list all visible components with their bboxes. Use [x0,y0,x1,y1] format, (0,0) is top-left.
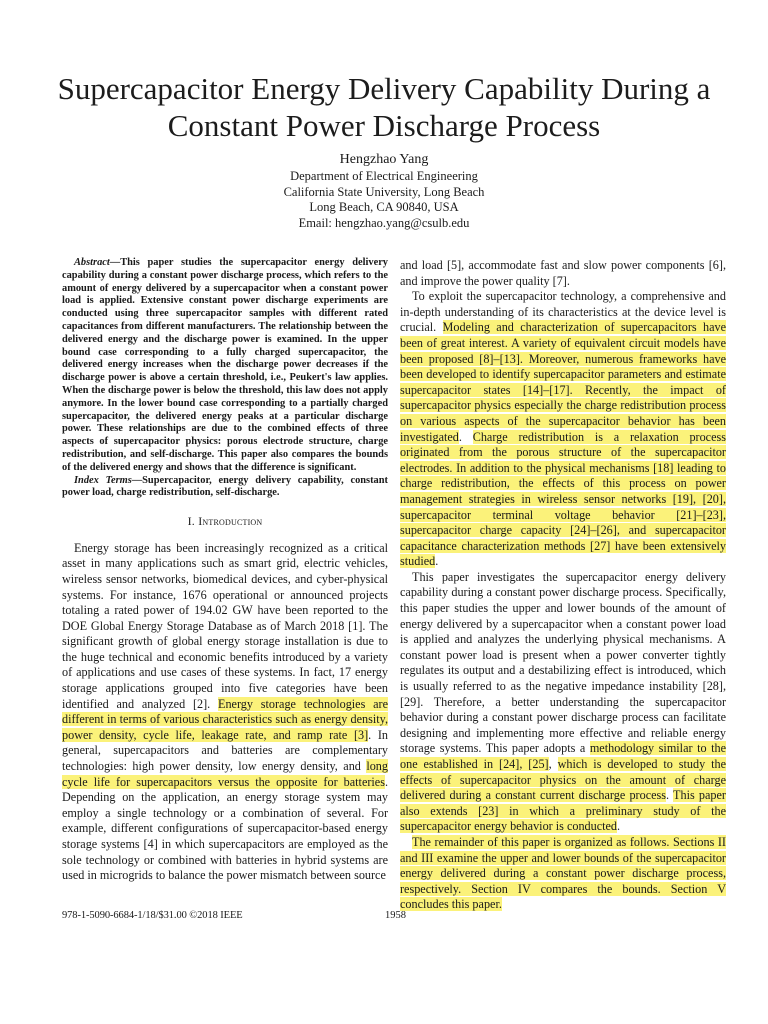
left-column [62,257,388,884]
author-name: Hengzhao Yang [339,152,429,167]
body-paragraph [400,835,726,913]
body-paragraph: This paper investigates the supercapacitor energy delivery capability during a constant power discharge process. Specifically, this paper studies the upper and lower bounds of the amount of energy delivered by a supercapacitor when a constant power load is applied and analyzes the underlying physical mechanisms. A constant power load is present when a power converter tightly regulates its output and a destabilizing effect is introduced, which is usually referred to as the negative impedance instability [28], [29]. Therefore, a better understanding the supercapacitor behavior during a constant power discharge process can facilitate designing and implementing more effective and reliable energy storage systems. This paper adopts a methodology similar to the one established in [24], [25], which is developed to study the effects of supercapacitor physics on the amount of charge delivered during a constant current discharge process. This paper also extends [23] in which a preliminary study of the supercapacitor energy behavior is conducted. [400,569,727,834]
highlight: methodology similar to the one established in [24], [25] [400,741,726,771]
abstract-text: —This paper studies the supercapacitor energy delivery capability during a constant power discharge process, which refers to the amount of energy delivered by a supercapacitor when a constant power load is applied. Extensive constant power discharge experiments are conducted using three supercapacitor samples with different rated capacitances from different manufacturers. The relationship between the delivered energy and the discharge power is examined. In the upper bound case corresponding to a fully charged supercapacitor, the delivered energy increases when the discharge power decreases if the discharge power is above a certain threshold, i.e., Peukert's law applies. When the discharge power is below the threshold, this law does not apply anymore. In the lower bound case corresponding to a partially charged supercapacitor, the delivered energy peaks at a particular discharge power. These relationships are due to the combined effects of three aspects of supercapacitor physics: porous electrode structure, charge redistribution, and self-discharge. This paper also compares the bounds of the delivered energy and shows that the difference is significant. [62,257,388,473]
affiliation-line: California State University, Long Beach [283,184,485,199]
index-terms [62,475,388,501]
highlight: This paper also extends [23] in which a preliminary study of the supercapacitor energy behavior is conducted [400,788,726,834]
index-terms-text: —Supercapacitor, energy delivery capability, constant power load, charge redistribution, self-discharge. [62,474,388,499]
highlight: The remainder of this paper is organized as follows. Sections II and III [400,834,726,865]
highlight: long cycle life for supercapacitors versus the opposite for batteries [62,759,388,789]
index-terms-label: Index Terms [74,474,132,486]
highlight: examine the upper and lower bounds of the supercapacitor energy delivered during a constant power discharge process, respectively. Section IV compares the bounds. Section V concludes this paper. [400,850,726,912]
body-paragraph: and load [5], accommodate fast and slow power components [6], and improve the power quality [7]. [400,258,726,288]
right-column [400,258,726,913]
highlight: Modeling and characterization of supercapacitors have been of great interest. A variety of equivalent circuit models have been proposed [8]–[13]. Moreover, numerous frameworks have been developed to identify supercapacitor parameters and estimate supercapacitor states [14]–[17]. Recently, the impact of supercapacitor physics especially the charge redistribution process on various aspects of the supercapacitor behavior has been investigated [400,320,726,444]
highlight: Energy storage technologies are different in terms of various characteristics such as energy density, power density, cycle life, leakage rate, and ramp rate [3] [62,696,388,742]
section-title: Introduction [198,514,263,529]
affiliation-block [0,169,768,231]
paper-title: Supercapacitor Energy Delivery Capability During a Constant Power Discharge Process [57,71,711,143]
copyright-footer: 978-1-5090-6684-1/18/$31.00 ©2018 IEEE [62,910,243,921]
affiliation-line: Department of Electrical Engineering [290,169,478,183]
author-email: Email: hengzhao.yang@csulb.edu [298,215,470,230]
page-number: 1958 [385,910,406,921]
abstract-label: Abstract [74,257,110,268]
body-paragraph: To exploit the supercapacitor technology, a comprehensive and in-depth understanding of its characteristics at the device level is crucial. Modeling and characterization of supercapacitors have been of great interest. A variety of equivalent circuit models have been proposed [8]–[13]. Moreover, numerous frameworks have been developed to identify supercapacitor parameters and estimate supercapacitor states [14]–[17]. Recently, the impact of supercapacitor physics especially the charge redistribution process on various aspects of the supercapacitor behavior has been investigated. Charge redistribution is a relaxation process originated from the porous structure of the supercapacitor electrodes. In addition to the physical mechanisms [18] leading to charge redistribution, the effects of this process on power management strategies in wireless sensor networks [19], [20], supercapacitor terminal voltage behavior [21]–[23], supercapacitor charge capacity [24]–[26], and supercapacitor capacitance characterization methods [27] have been extensively studied. [400,289,726,569]
intro-paragraph: Energy storage has been increasingly recognized as a critical asset in many applications such as smart grid, electric vehicles, wireless sensor networks, biomedical devices, and cyber-physical systems. For instance, 1676 operational or announced projects totaling a rated power of 194.02 GW have been reported to the DOE Global Energy Storage Database as of March 2018 [1]. The significant growth of global energy storage installation is due to the huge technical and economic benefits introduced by a variety of applications and use cases of these systems. In fact, 17 energy storage applications grouped into five categories have been identified and analyzed [2]. Energy storage technologies are different in terms of various characteristics such as energy density, power density, cycle life, leakage rate, and ramp rate [3]. In general, supercapacitors and batteries are complementary technologies: high power density, low energy density, and long cycle life for supercapacitors versus the opposite for batteries. Depending on the application, an energy storage system may employ a single technology or a combination of several. For example, different configurations of supercapacitor-based energy storage systems [4] in which supercapacitors are employed as the sole technology or combined with batteries in hybrid systems are used in microgrids to balance the power mismatch between source [62,540,388,883]
abstract [62,257,388,475]
highlight: which is developed to study the effects of supercapacitor physics on the amount of charge delivered during a constant current discharge process [400,757,727,803]
affiliation-line: Long Beach, CA 90840, USA [309,200,459,214]
highlight: Charge redistribution is a relaxation process originated from the porous structure of the supercapacitor electrodes. In addition to the physical mechanisms [18] leading to charge redistribution, the effects of this process on power management strategies in wireless sensor networks [19], [20], supercapacitor terminal voltage behavior [21]–[23], supercapacitor charge capacity [24]–[26], and supercapacitor capacitance characterization methods [27] have been extensively studied [400,429,726,569]
section-heading-introduction: I. Introduction [187,514,263,529]
